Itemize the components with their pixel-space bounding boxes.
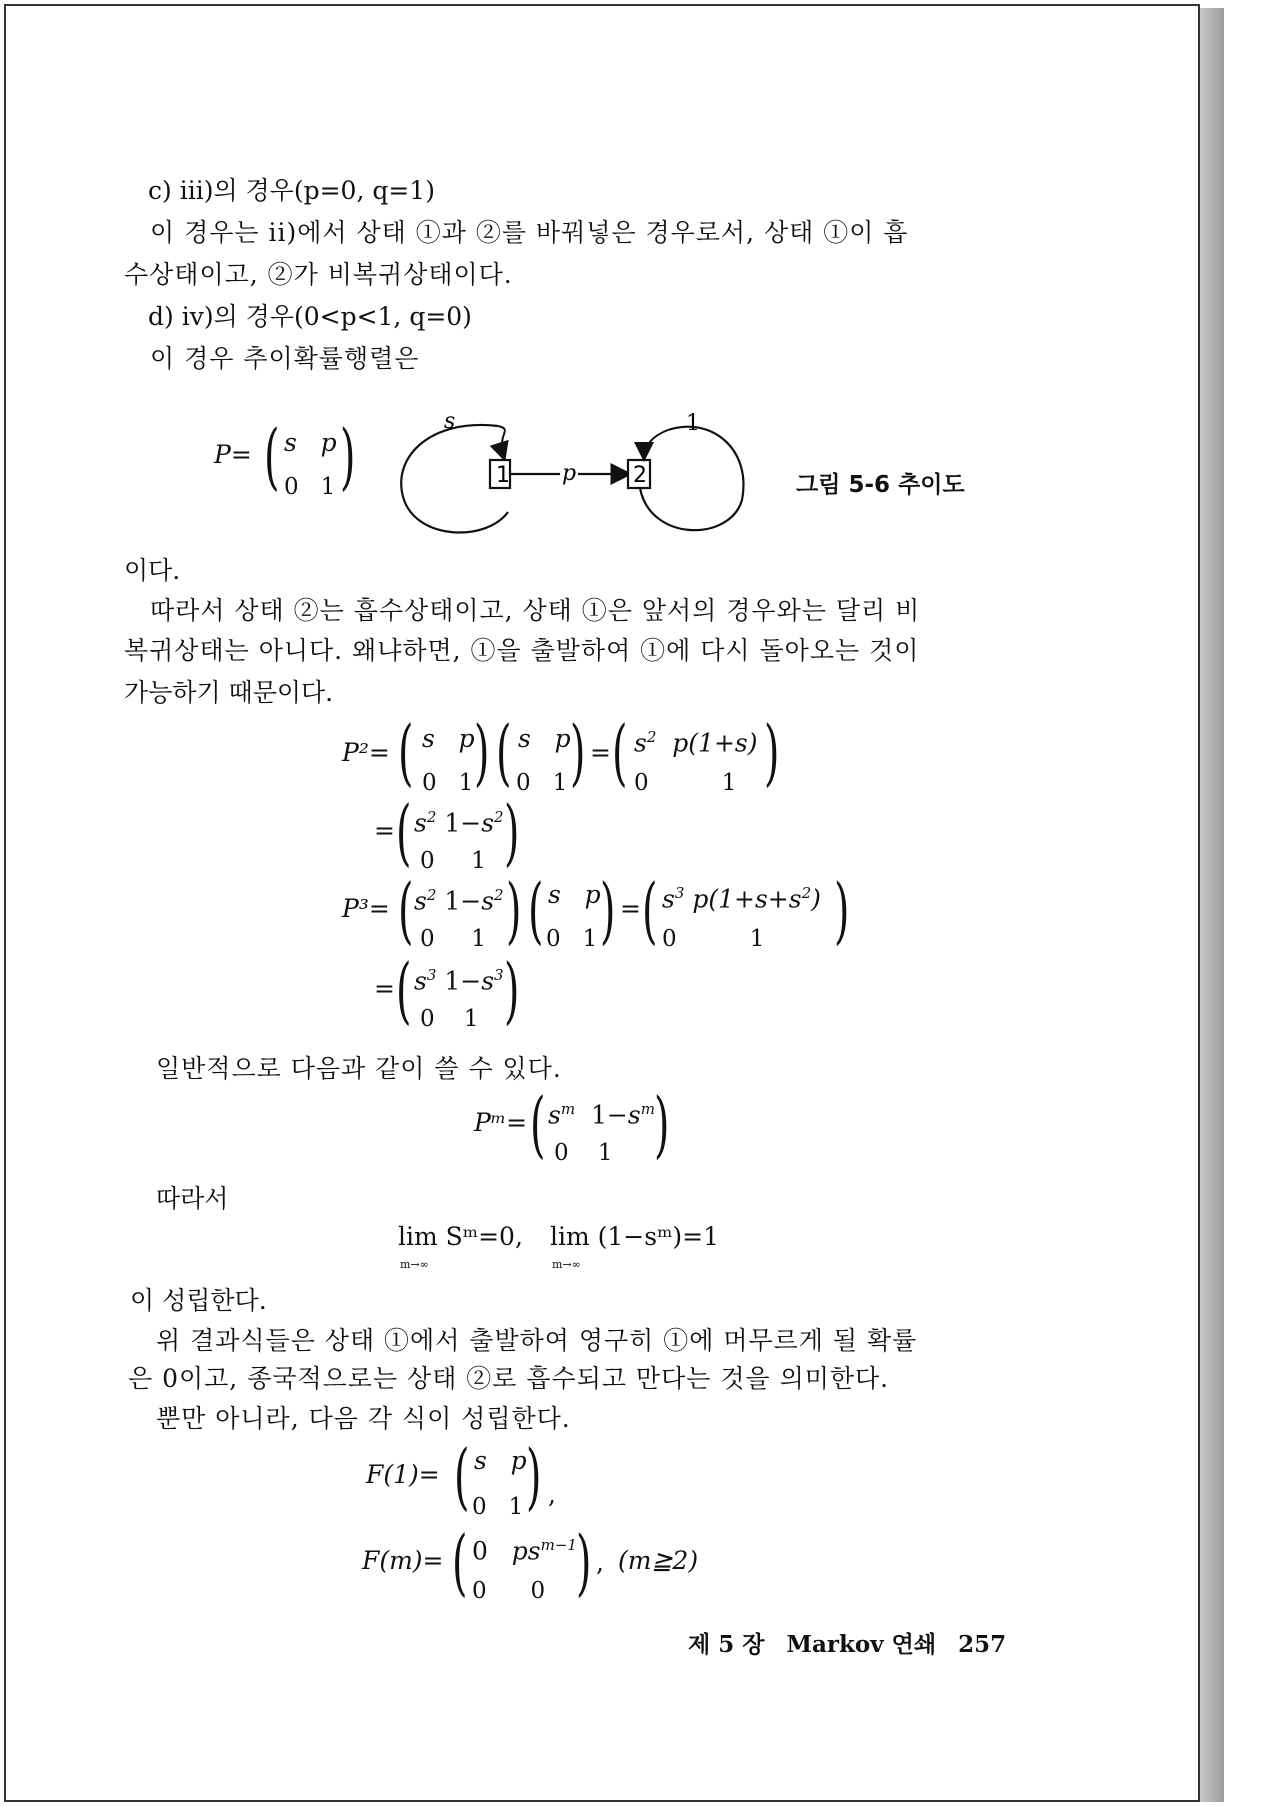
paragraph-2: 이 경우 추이확률행렬은 — [150, 344, 420, 373]
matrix-cell: 0 1 — [422, 770, 474, 796]
matrix-P-lhs: P= — [214, 440, 252, 469]
comma: , — [548, 1480, 556, 1509]
footer-chapter: 제 5 장 — [688, 1631, 765, 1658]
paren: ( — [530, 1082, 546, 1166]
paragraph-3-line-1: 따라서 상태 ②는 흡수상태이고, 상태 ①은 앞서의 경우와는 달리 비 — [150, 596, 921, 625]
figure-caption: 그림 5-6 추이도 — [796, 472, 965, 498]
matrix-cell: 0 1 — [634, 770, 737, 796]
matrix-cell: 0 1 — [420, 1006, 479, 1032]
matrix-P-right-paren: ) — [340, 414, 356, 498]
matrix-cell: $s^3$ $p(1+s+s^2)$ — [662, 884, 821, 914]
limit-subscript-2: m→∞ — [552, 1258, 581, 1271]
equals-sign: = — [374, 816, 395, 845]
general-statement: 일반적으로 다음과 같이 쓸 수 있다. — [156, 1054, 562, 1083]
matrix-cell: $s^2$ $1-s^2$ — [414, 808, 504, 838]
paren: ( — [398, 868, 414, 952]
paren: ( — [642, 868, 658, 952]
paren: ( — [398, 710, 414, 794]
matrix-cell: s p — [518, 724, 571, 753]
paren: ( — [396, 948, 412, 1032]
page-number: 257 — [958, 1631, 1007, 1658]
case-d-heading: d) iv)의 경우(0<p<1, q=0) — [148, 302, 472, 331]
F1-lhs: F(1)= — [366, 1460, 440, 1489]
paren: ) — [600, 868, 616, 952]
paren: ( — [452, 1520, 468, 1604]
paragraph-4-line-2: 은 0이고, 종국적으로는 상태 ②로 흡수되고 만다는 것을 의미한다. — [128, 1364, 890, 1393]
paren: ) — [764, 710, 780, 794]
paragraph-4-line-1: 위 결과식들은 상태 ①에서 출발하여 영구히 ①에 머무르게 될 확률 — [156, 1326, 918, 1355]
paren: ( — [612, 710, 628, 794]
footer-title: Markov 연쇄 — [786, 1631, 937, 1658]
paragraph-1-line-1: 이 경우는 ii)에서 상태 ①과 ②를 바꿔넣은 경우로서, 상태 ①이 흡 — [150, 218, 909, 247]
matrix-cell: 0 1 — [420, 926, 486, 952]
paren: ) — [474, 710, 490, 794]
node-2-label: 2 — [633, 463, 647, 488]
limit-expression-2: lim (1−sᵐ)=1 — [550, 1222, 720, 1251]
comma: , — [596, 1548, 604, 1577]
paren: ) — [504, 790, 520, 874]
holds-text: 이 성립한다. — [130, 1286, 267, 1315]
paren: ) — [576, 1520, 592, 1604]
matrix-P-cell: s p — [284, 428, 337, 457]
Pm-lhs: Pᵐ= — [474, 1108, 528, 1137]
matrix-cell: 0 1 — [472, 1494, 524, 1520]
matrix-cell: s p — [548, 880, 601, 909]
matrix-cell: 0 $ps^{m-1}$ — [472, 1536, 577, 1566]
matrix-cell: s p — [422, 724, 475, 753]
Fm-lhs: F(m)= — [362, 1546, 444, 1575]
node-1-label: 1 — [496, 463, 510, 488]
edge-label: p — [562, 461, 577, 486]
paren: ( — [454, 1434, 470, 1518]
paren: ) — [654, 1082, 670, 1166]
loop-2 — [640, 427, 743, 530]
ida-text: 이다. — [124, 556, 181, 585]
paragraph-3-line-2: 복귀상태는 아니다. 왜냐하면, ①을 출발하여 ①에 다시 돌아오는 것이 — [124, 636, 920, 665]
matrix-P-left-paren: ( — [264, 414, 280, 498]
page-footer — [688, 1626, 1020, 1659]
loop-2-arrow — [644, 430, 668, 458]
matrix-cell: $s^m$ $1-s^m$ — [548, 1100, 655, 1130]
loop-1-label: s — [444, 409, 456, 434]
paren: ( — [528, 868, 544, 952]
paren: ( — [496, 710, 512, 794]
matrix-cell: 0 1 — [516, 770, 568, 796]
matrix-cell: $s^3$ $1-s^3$ — [414, 966, 504, 996]
transition-diagram — [390, 408, 750, 544]
equals-sign: = — [374, 974, 395, 1003]
matrix-cell: s p — [474, 1446, 527, 1475]
matrix-P-cell: 0 1 — [284, 474, 336, 500]
matrix-cell: $s^2$ p(1+s) — [634, 728, 758, 758]
paragraph-3-line-3: 가능하기 때문이다. — [124, 678, 334, 707]
matrix-cell: 0 1 — [554, 1140, 613, 1166]
paren: ) — [834, 868, 850, 952]
matrix-cell: 0 1 — [662, 926, 765, 952]
limit-subscript-1: m→∞ — [400, 1258, 429, 1271]
case-c-heading: c) iii)의 경우(p=0, q=1) — [148, 176, 435, 205]
matrix-cell: 0 1 — [546, 926, 598, 952]
limit-expression-1: lim Sᵐ=0, — [398, 1222, 523, 1251]
paragraph-1-line-2: 수상태이고, ②가 비복귀상태이다. — [124, 260, 513, 289]
equals-sign: = — [620, 894, 641, 923]
paren: ) — [506, 868, 522, 952]
therefore-text: 따라서 — [156, 1184, 229, 1213]
matrix-cell: $s^2$ $1-s^2$ — [414, 886, 504, 916]
Fm-condition: (m≧2) — [618, 1546, 699, 1575]
paren: ) — [526, 1434, 542, 1518]
matrix-cell: 0 1 — [420, 848, 486, 874]
equals-sign: = — [590, 738, 611, 767]
loop-1-arrow — [498, 426, 505, 458]
loop-2-label: 1 — [686, 411, 700, 436]
paren: ( — [396, 790, 412, 874]
paragraph-5: 뿐만 아니라, 다음 각 식이 성립한다. — [156, 1404, 571, 1433]
matrix-cell: 0 0 — [472, 1578, 546, 1604]
P3-lhs: P³= — [342, 894, 390, 923]
page-edge — [1196, 8, 1224, 1802]
paren: ) — [570, 710, 586, 794]
P2-lhs: P²= — [342, 738, 390, 767]
paren: ) — [504, 948, 520, 1032]
